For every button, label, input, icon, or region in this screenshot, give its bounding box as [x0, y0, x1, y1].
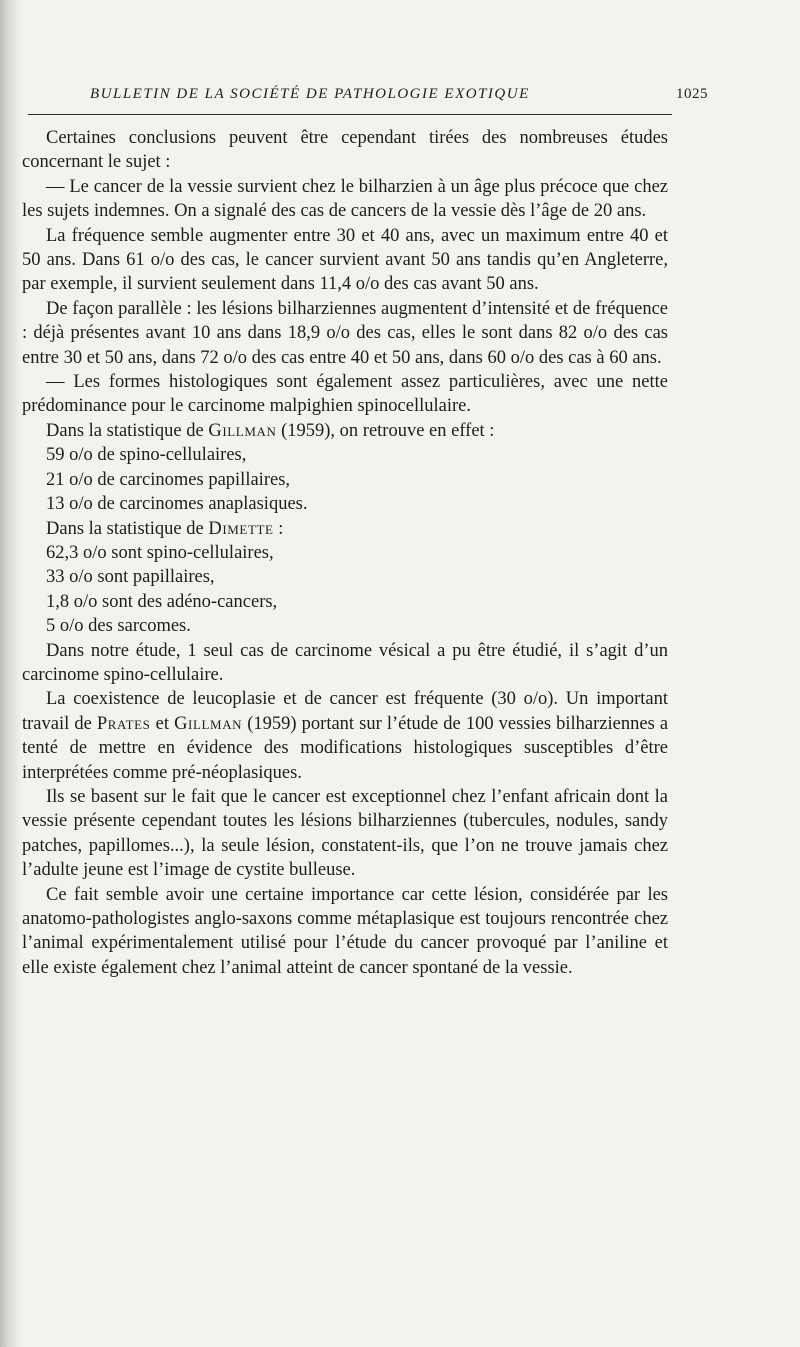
- paragraph-lesions: De façon parallèle : les lésions bilharziennes augmentent d’intensité et de fréquence : déjà présentes avant 10 ans dans 18,9 o/o des cas, elles le sont dans 82 o/o des cas entre 30 et 50 ans, dans 72 o/o des cas entre 40 et 50 ans, dans 60 o/o des cas à 60 ans.: [22, 298, 668, 368]
- paragraph-metaplasia: Ce fait semble avoir une certaine importance car cette lésion, considérée par les anatomo-pathologistes anglo-saxons comme métaplasique est toujours rencontrée chez l’animal expérimentalement utilisé pour l’étude du cancer provoqué par l’aniline et elle existe également chez l’animal atteint de cancer spontané de la vessie.: [22, 884, 668, 978]
- paragraph-histology: — Les formes histologiques sont également assez particulières, avec une nette prédominance pour le carcinome malpighien spinocellulaire.: [22, 372, 668, 417]
- conjunction-et: et: [155, 713, 169, 734]
- dimette-colon: :: [278, 518, 284, 539]
- page-number: 1025: [676, 86, 708, 102]
- gillman-intro: Dans la statistique de: [46, 420, 204, 441]
- author-gillman: Gillman: [208, 420, 277, 441]
- paragraph-children: Ils se basent sur le fait que le cancer est exceptionnel chez l’enfant africain dont la vessie présente cependant toutes les lésions bilharziennes (tubercules, nodules, sandy patches, papillomes...), la seule lésion, constatent-ils, que l’on ne trouve jamais chez l’adulte jeune est l’image de cystite bulleuse.: [22, 786, 668, 881]
- gillman-list-item: 21 o/o de carcinomes papillaires,: [46, 469, 291, 490]
- dimette-list-item: 1,8 o/o sont des adéno-cancers,: [46, 591, 278, 612]
- author-dimette: Dimette: [208, 518, 274, 539]
- paragraph-frequency: La fréquence semble augmenter entre 30 et 40 ans, avec un maximum entre 40 et 50 ans. Dans 61 o/o des cas, le cancer survient avant 50 ans tandis qu’en Angleterre, par exemple, il survient seulement dans 11,4 o/o des cas avant 50 ans.: [22, 225, 668, 295]
- leucoplasia-text: La coexistence de leucoplasie et de cancer est fréquente (30 o/o). Un important travail de: [22, 689, 668, 734]
- gillman-year: (1959), on retrouve en effet :: [281, 420, 495, 441]
- author-prates: Prates: [96, 713, 151, 734]
- paragraph-dimette-stats: [22, 517, 668, 541]
- paragraph-leucoplasia: [22, 687, 668, 785]
- body-text: [22, 126, 668, 980]
- gillman-list-item: 13 o/o de carcinomes anaplasiques.: [46, 494, 308, 515]
- paragraph-our-study: Dans notre étude, 1 seul cas de carcinome vésical a pu être étudié, il s’agit d’un carcinome spino-cellulaire.: [22, 640, 668, 685]
- dimette-list-item: 5 o/o des sarcomes.: [46, 616, 191, 637]
- paragraph-gillman-stats: [22, 419, 668, 443]
- dimette-list-item: 62,3 o/o sont spino-cellulaires,: [46, 542, 274, 563]
- page-binding-edge: [0, 0, 22, 1347]
- leucoplasia-continued: (1959) portant sur l’étude de 100 vessies bilharziennes a tenté de mettre en évidence des modifications histologiques susceptibles d’être interprétées comme pré-néoplasiques.: [22, 713, 669, 783]
- dimette-intro: Dans la statistique de: [46, 518, 204, 539]
- gillman-list-item: 59 o/o de spino-cellulaires,: [46, 445, 247, 466]
- dimette-list-item: 33 o/o sont papillaires,: [46, 567, 215, 588]
- paragraph-age: — Le cancer de la vessie survient chez le bilharzien à un âge plus précoce que chez les sujets indemnes. On a signalé des cas de cancers de la vessie dès l’âge de 20 ans.: [22, 176, 668, 222]
- header-rule: [28, 114, 672, 115]
- paragraph-conclusions: Certaines conclusions peuvent être cependant tirées des nombreuses études concernant le sujet :: [22, 128, 668, 173]
- author-gillman-2: Gillman: [174, 713, 243, 734]
- running-header: [90, 86, 708, 110]
- running-title: BULLETIN DE LA SOCIÉTÉ DE PATHOLOGIE EXOTIQUE: [90, 86, 530, 102]
